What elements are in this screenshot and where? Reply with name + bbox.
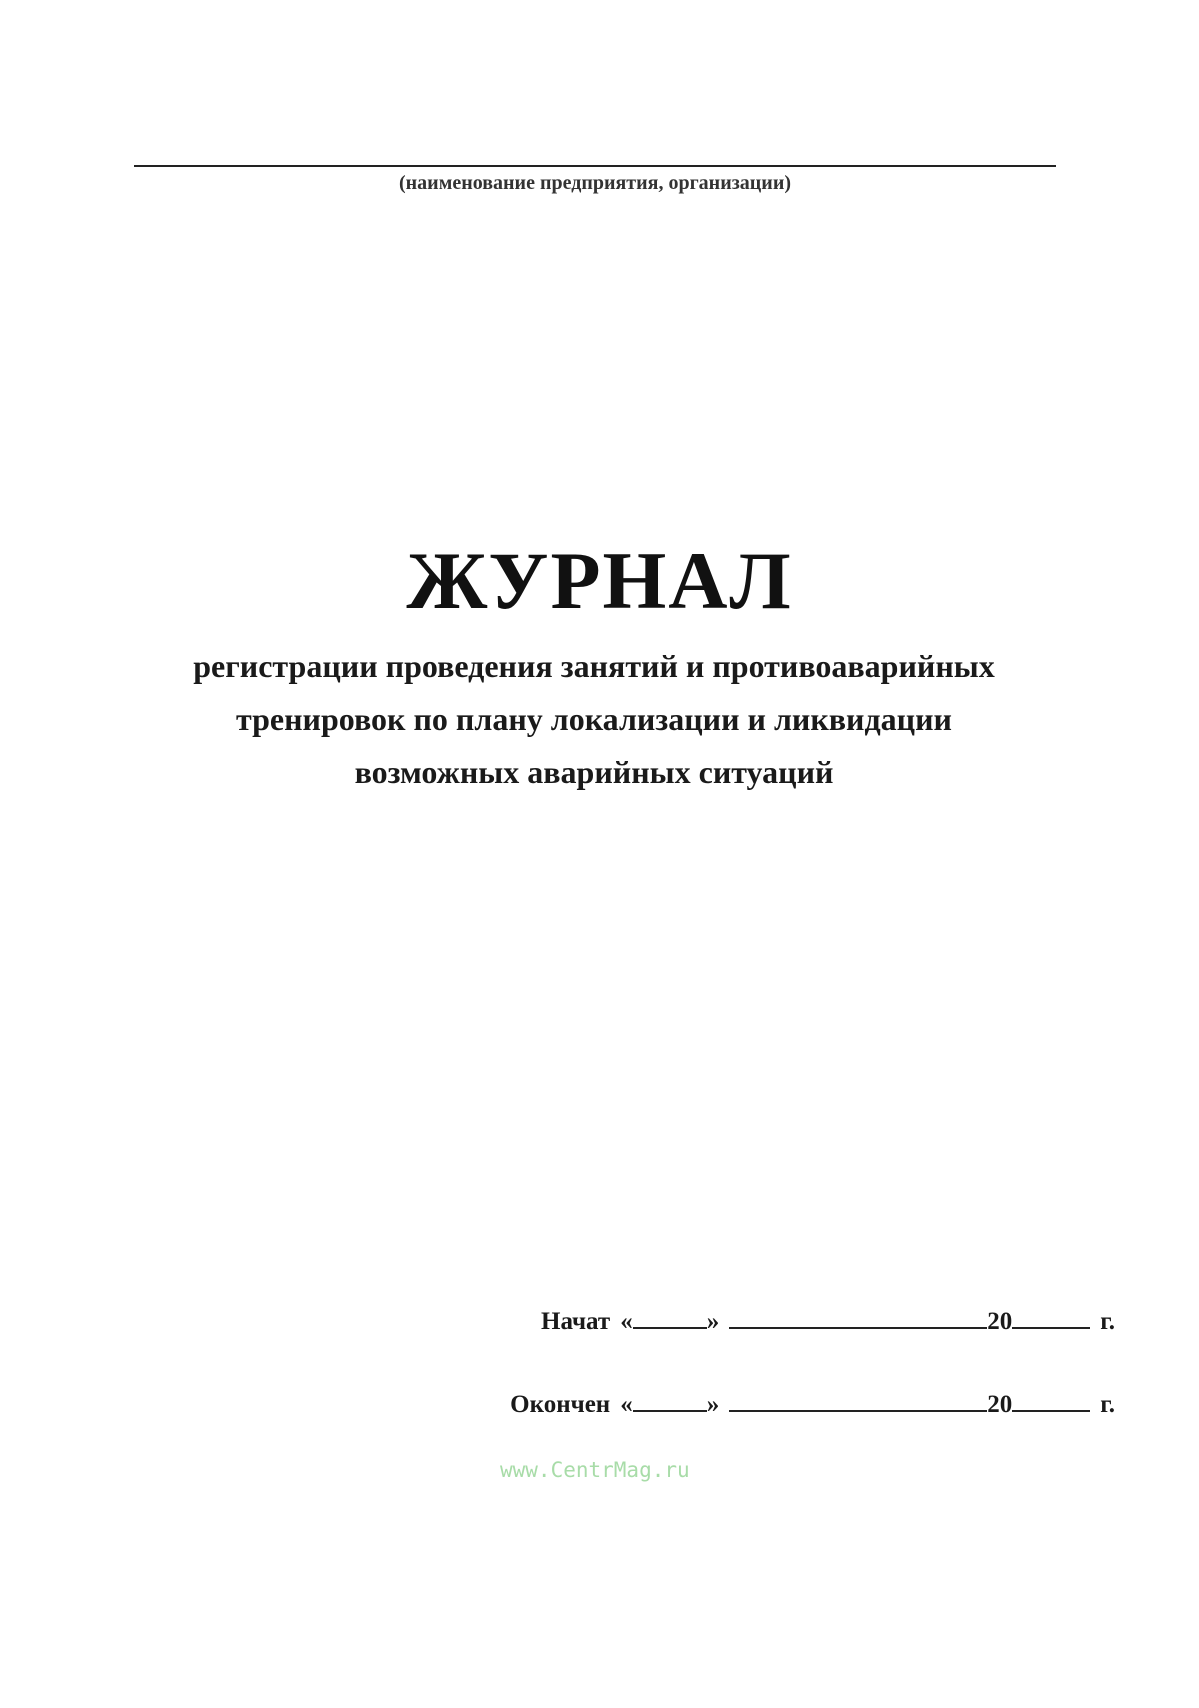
started-date-row bbox=[541, 1305, 1115, 1336]
ended-label: Окончен bbox=[510, 1391, 611, 1418]
started-label: Начат bbox=[541, 1308, 611, 1335]
started-quote-close: » bbox=[706, 1308, 720, 1335]
ended-quote-open: « bbox=[620, 1391, 633, 1418]
ended-century: 20 bbox=[987, 1391, 1013, 1418]
subtitle-line-1: регистрации проведения занятий и противоаварийных bbox=[193, 648, 995, 684]
started-century: 20 bbox=[987, 1308, 1013, 1335]
started-quote-open: « bbox=[620, 1308, 633, 1335]
organization-caption: (наименование предприятия, организации) bbox=[398, 172, 791, 194]
ended-quote-close: » bbox=[706, 1391, 720, 1418]
started-month-blank bbox=[729, 1305, 987, 1329]
ended-year-suffix: г. bbox=[1100, 1391, 1115, 1418]
ended-year-blank bbox=[1012, 1388, 1090, 1412]
started-year-blank bbox=[1012, 1305, 1090, 1329]
started-day-blank bbox=[633, 1305, 707, 1329]
ended-month-blank bbox=[729, 1388, 987, 1412]
journal-subtitle bbox=[60, 640, 1128, 799]
ended-date-row bbox=[510, 1388, 1115, 1419]
journal-title: ЖУРНАЛ bbox=[406, 535, 793, 626]
started-year-suffix: г. bbox=[1100, 1308, 1115, 1335]
organization-name-line bbox=[134, 165, 1056, 167]
subtitle-line-3: возможных аварийных ситуаций bbox=[354, 754, 834, 790]
subtitle-line-2: тренировок по плану локализации и ликвидации bbox=[236, 701, 952, 737]
watermark: www.CentrMag.ru bbox=[500, 1458, 690, 1482]
ended-day-blank bbox=[633, 1388, 707, 1412]
